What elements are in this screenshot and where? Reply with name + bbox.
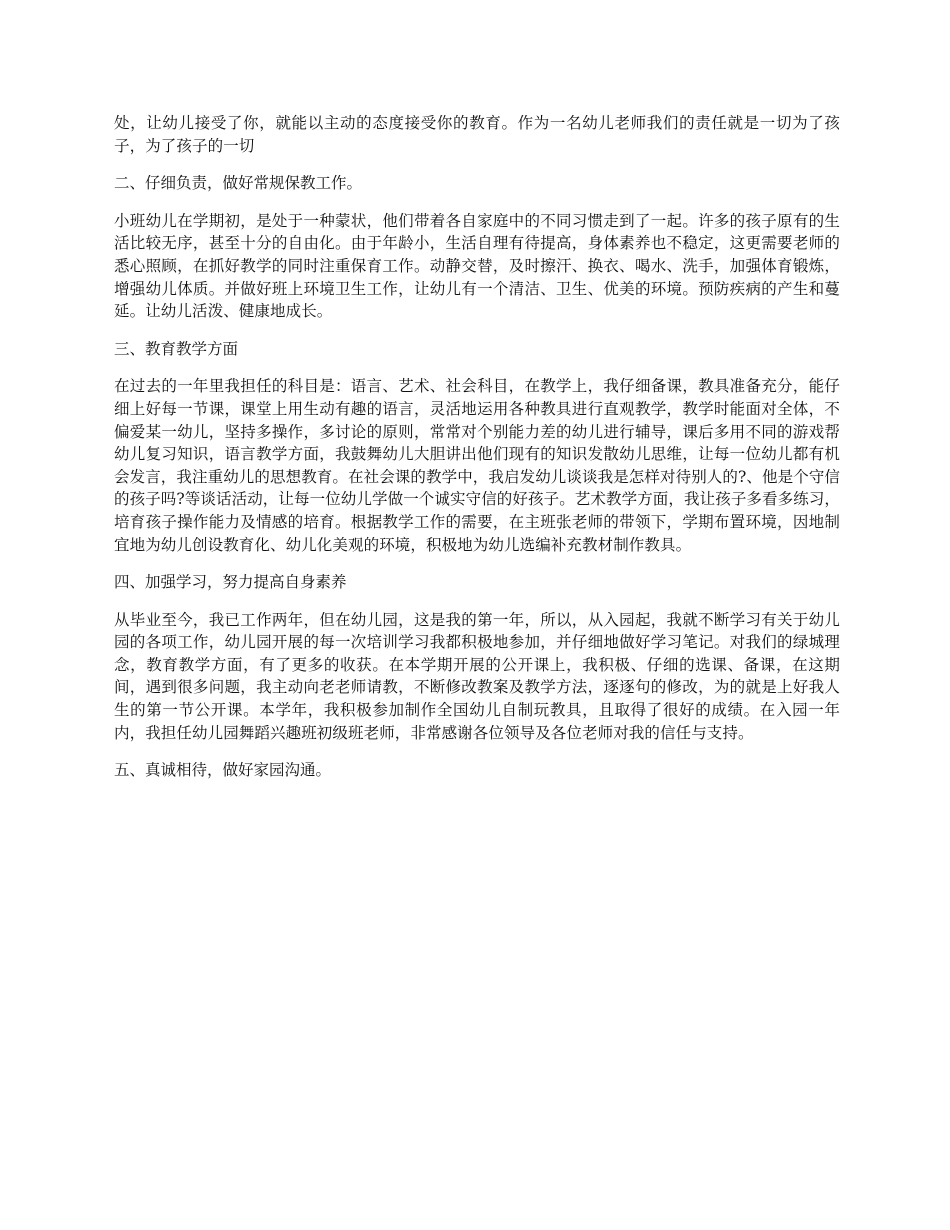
paragraph-intro-continued: 处，让幼儿接受了你，就能以主动的态度接受你的教育。作为一名幼儿老师我们的责任就是一切为了孩子，为了孩子的一切 <box>114 114 840 155</box>
section-heading-4: 四、加强学习，努力提高自身素养 <box>114 573 347 592</box>
section-heading-2: 二、仔细负责，做好常规保教工作。 <box>114 174 363 193</box>
section-heading-3: 三、教育教学方面 <box>114 339 239 358</box>
paragraph-self-improvement: 从毕业至今，我已工作两年，但在幼儿园，这是我的第一年，所以，从入园起，我就不断学习有关于幼儿园的各项工作，幼儿园开展的每一次培训学习我都积极地参加，并仔细地做好学习笔记。对我们的绿城理念，教育教学方面，有了更多的收获。在本学期开展的公开课上，我积极、仔细的选课、备课，在这期间，遇到很多问题，我主动向老老师请教，不断修改教案及教学方法，逐逐句的修改，为的就是上好我人生的第一节公开课。本学年，我积极参加制作全国幼儿自制玩教具，且取得了很好的成绩。在入园一年内，我担任幼儿园舞蹈兴趣班初级班老师，非常感谢各位领导及各位老师对我的信任与支持。 <box>114 610 840 742</box>
paragraph-care-work: 小班幼儿在学期初，是处于一种蒙状，他们带着各自家庭中的不同习惯走到了一起。许多的孩子原有的生活比较无序，甚至十分的自由化。由于年龄小，生活自理有待提高，身体素养也不稳定，这更需要老师的悉心照顾，在抓好教学的同时注重保育工作。动静交替，及时擦汗、换衣、喝水、洗手，加强体育锻炼，增强幼儿体质。并做好班上环境卫生工作，让幼儿有一个清洁、卫生、优美的环境。预防疾病的产生和蔓延。让幼儿活泼、健康地成长。 <box>114 211 840 321</box>
paragraph-teaching: 在过去的一年里我担任的科目是：语言、艺术、社会科目，在教学上，我仔细备课，教具准备充分，能仔细上好每一节课，课堂上用生动有趣的语言，灵活地运用各种教具进行直观教学，教学时能面对全体，不偏爱某一幼儿，坚持多操作，多讨论的原则，常常对个别能力差的幼儿进行辅导，课后多用不同的游戏帮幼儿复习知识，语言教学方面，我鼓舞幼儿大胆讲出他们现有的知识发散幼儿思维，让每一位幼儿都有机会发言，我注重幼儿的思想教育。在社会课的教学中，我启发幼儿谈谈我是怎样对待别人的?、他是个守信的孩子吗?等谈话活动，让每一位幼儿学做一个诚实守信的好孩子。艺术教学方面，我让孩子多看多练习，培育孩子操作能力及情感的培育。根据教学工作的需要，在主班张老师的带领下，学期布置环境，因地制宜地为幼儿创设教育化、幼儿化美观的环境，积极地为幼儿选编补充教材制作教具。 <box>114 377 841 554</box>
section-heading-5: 五、真诚相待，做好家园沟通。 <box>114 761 332 780</box>
document-page <box>114 112 840 797</box>
